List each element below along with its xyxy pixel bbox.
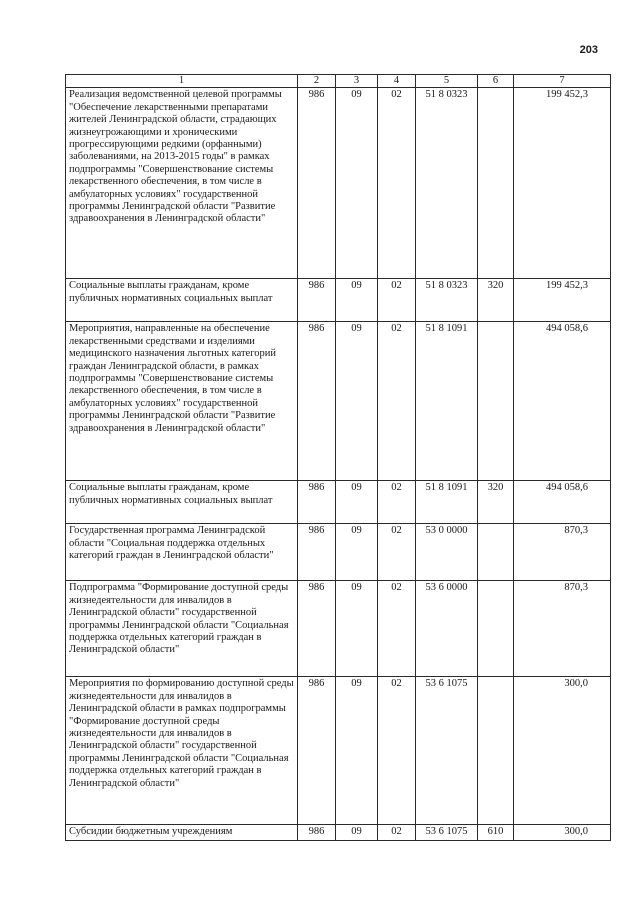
- table-row: [66, 279, 611, 322]
- row-name: Социальные выплаты гражданам, кроме публичных нормативных социальных выплат: [66, 481, 298, 524]
- table-body: [66, 88, 611, 841]
- row-col2: 986: [298, 524, 336, 581]
- row-col5: 53 6 1075: [416, 677, 478, 825]
- row-col7: 870,3: [514, 581, 611, 677]
- row-col6: 320: [478, 279, 514, 322]
- header-row: [66, 75, 611, 88]
- row-col3: 09: [336, 581, 378, 677]
- header-col-7: 7: [514, 75, 611, 88]
- row-col3: 09: [336, 322, 378, 481]
- table-row: [66, 581, 611, 677]
- row-col3: 09: [336, 481, 378, 524]
- table-row: [66, 88, 611, 279]
- row-col5: 53 6 0000: [416, 581, 478, 677]
- table-row: [66, 322, 611, 481]
- row-col5: 51 8 0323: [416, 279, 478, 322]
- row-col6: [478, 524, 514, 581]
- row-col4: 02: [378, 481, 416, 524]
- page-number: 203: [579, 44, 598, 56]
- row-col7: 494 058,6: [514, 481, 611, 524]
- row-col3: 09: [336, 677, 378, 825]
- row-col7: 494 058,6: [514, 322, 611, 481]
- row-col4: 02: [378, 322, 416, 481]
- row-col3: 09: [336, 825, 378, 841]
- row-col6: [478, 88, 514, 279]
- row-col3: 09: [336, 524, 378, 581]
- header-col-3: 3: [336, 75, 378, 88]
- row-col7: 300,0: [514, 677, 611, 825]
- row-col2: 986: [298, 677, 336, 825]
- header-col-5: 5: [416, 75, 478, 88]
- table-row: [66, 524, 611, 581]
- table-header: [66, 75, 611, 88]
- table-row: [66, 825, 611, 841]
- budget-table: [65, 74, 611, 841]
- row-col4: 02: [378, 677, 416, 825]
- header-col-1: 1: [66, 75, 298, 88]
- row-name: Подпрограмма "Формирование доступной среды жизнедеятельности для инвалидов в Ленинградской области" государственной программы Ленинградской области "Социальная поддержка отдельных категорий граждан в Ленинградской области": [66, 581, 298, 677]
- row-col7: 300,0: [514, 825, 611, 841]
- row-col6: 610: [478, 825, 514, 841]
- row-col6: [478, 677, 514, 825]
- row-col4: 02: [378, 88, 416, 279]
- row-name: Мероприятия, направленные на обеспечение лекарственными средствами и изделиями медицинского назначения льготных категорий граждан Ленинградской области, в рамках подпрограммы "Совершенствование системы лекарственного обеспечения, в том числе в амбулаторных условиях" государственной программы Ленинградской области "Развитие здравоохранения в Ленинградской области": [66, 322, 298, 481]
- row-col3: 09: [336, 279, 378, 322]
- row-col6: [478, 322, 514, 481]
- header-col-6: 6: [478, 75, 514, 88]
- row-col5: 51 8 1091: [416, 322, 478, 481]
- row-col5: 53 6 1075: [416, 825, 478, 841]
- header-col-4: 4: [378, 75, 416, 88]
- row-name: Социальные выплаты гражданам, кроме публичных нормативных социальных выплат: [66, 279, 298, 322]
- row-col2: 986: [298, 88, 336, 279]
- row-col7: 870,3: [514, 524, 611, 581]
- row-col6: 320: [478, 481, 514, 524]
- row-col2: 986: [298, 581, 336, 677]
- row-name: Мероприятия по формированию доступной среды жизнедеятельности для инвалидов в Ленинградской области в рамках подпрограммы "Формирование доступной среды жизнедеятельности для инвалидов в Ленинградской области" государственной программы Ленинградской области "Социальная поддержка отдельных категорий граждан в Ленинградской области": [66, 677, 298, 825]
- row-col4: 02: [378, 524, 416, 581]
- header-col-2: 2: [298, 75, 336, 88]
- row-col5: 53 0 0000: [416, 524, 478, 581]
- row-col3: 09: [336, 88, 378, 279]
- row-col4: 02: [378, 279, 416, 322]
- row-col2: 986: [298, 825, 336, 841]
- row-col5: 51 8 0323: [416, 88, 478, 279]
- row-col2: 986: [298, 322, 336, 481]
- row-col5: 51 8 1091: [416, 481, 478, 524]
- row-name: Государственная программа Ленинградской области "Социальная поддержка отдельных категорий граждан в Ленинградской области": [66, 524, 298, 581]
- row-col7: 199 452,3: [514, 279, 611, 322]
- row-col2: 986: [298, 279, 336, 322]
- row-col2: 986: [298, 481, 336, 524]
- row-name: Реализация ведомственной целевой программы "Обеспечение лекарственными препаратами жителей Ленинградской области, страдающих жизнеугрожающими и хроническими прогрессирующими редкими (орфанными) заболеваниями, на 2013-2015 годы" в рамках подпрограммы "Совершенствование системы лекарственного обеспечения, в том числе в амбулаторных условиях" государственной программы Ленинградской области "Развитие здравоохранения в Ленинградской области": [66, 88, 298, 279]
- row-col7: 199 452,3: [514, 88, 611, 279]
- row-col4: 02: [378, 581, 416, 677]
- row-name: Субсидии бюджетным учреждениям: [66, 825, 298, 841]
- row-col6: [478, 581, 514, 677]
- table-row: [66, 481, 611, 524]
- table-row: [66, 677, 611, 825]
- row-col4: 02: [378, 825, 416, 841]
